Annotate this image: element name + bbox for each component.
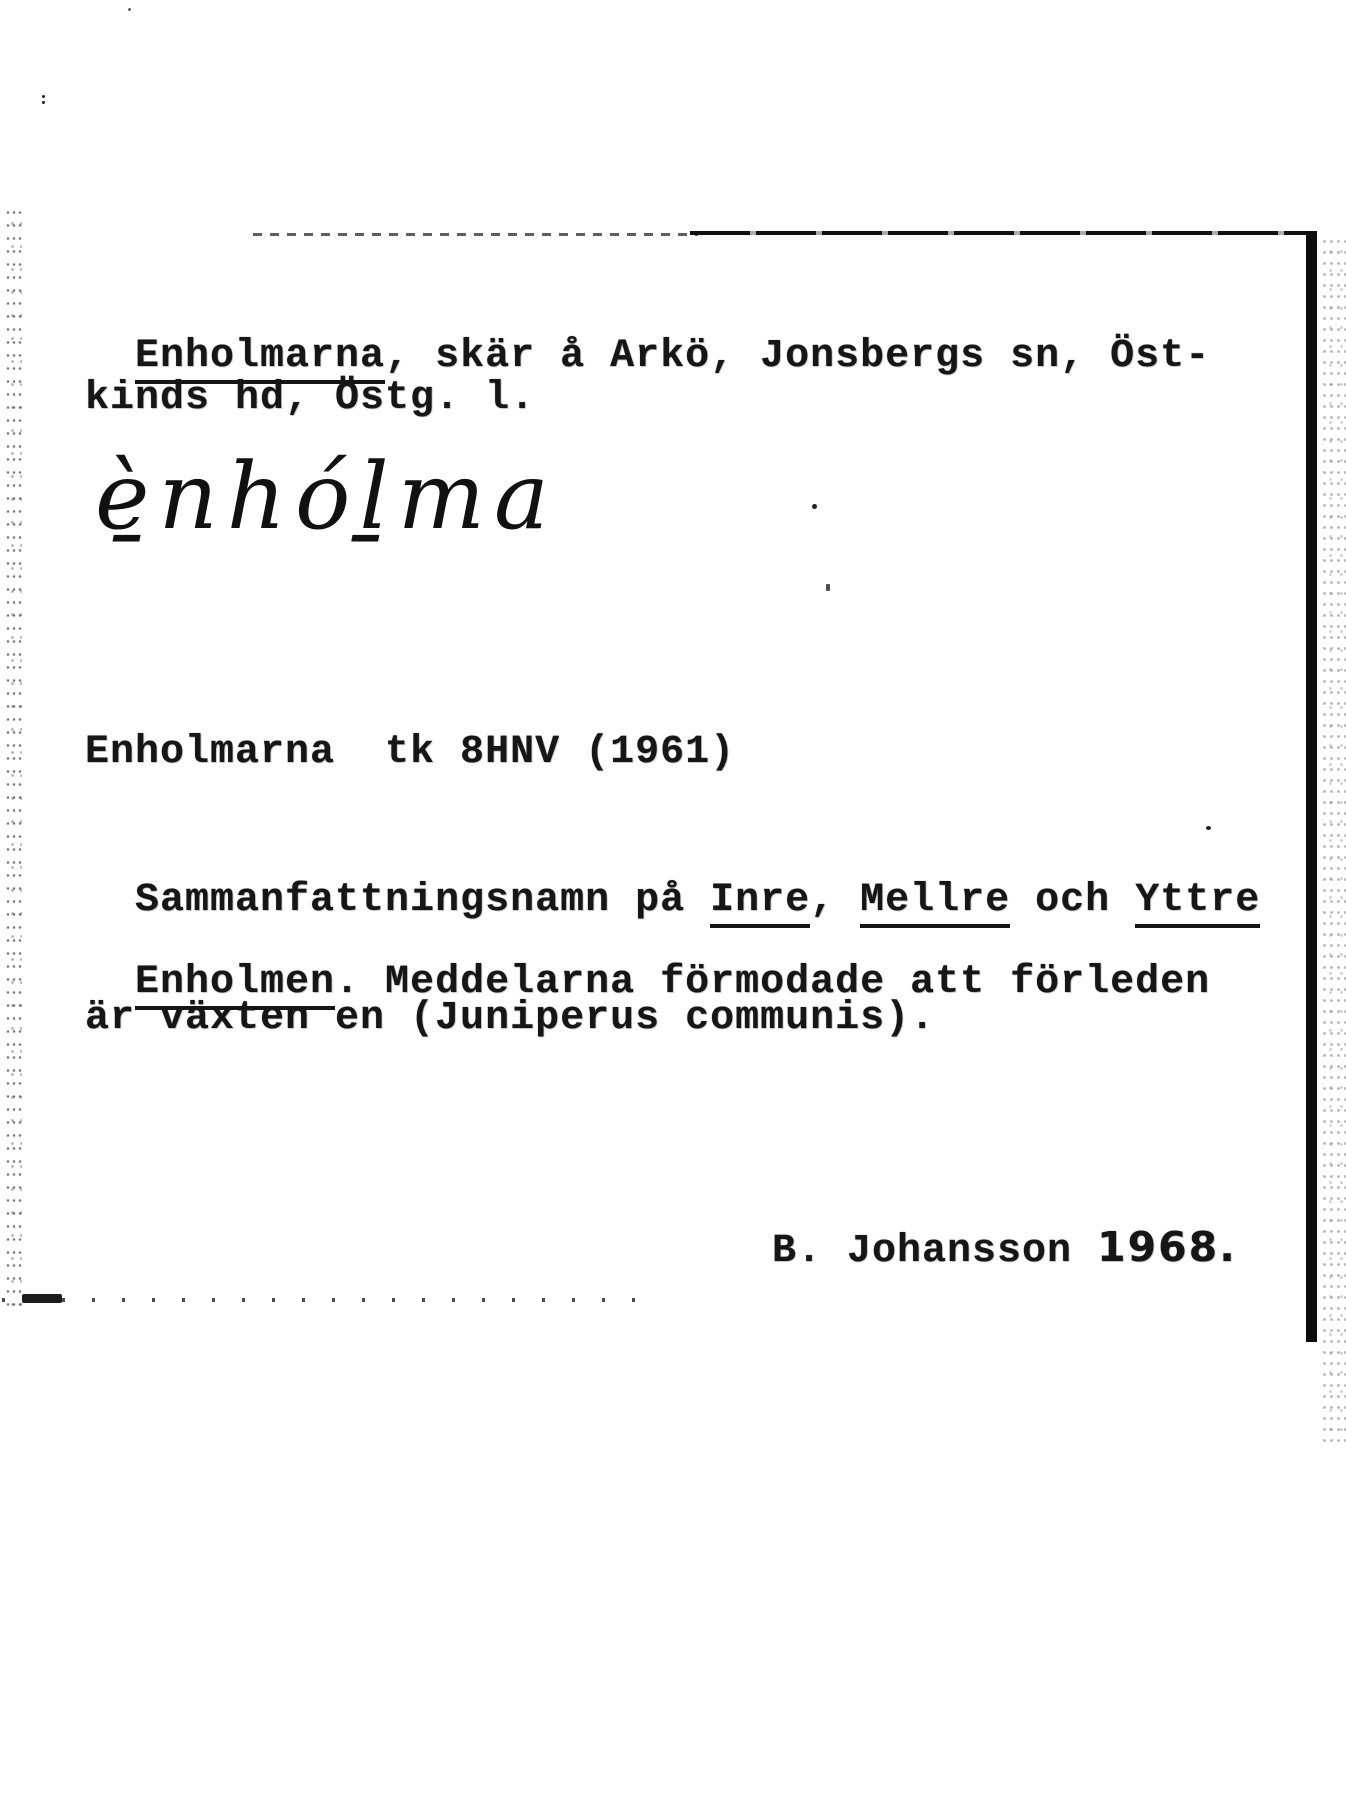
name-inre: Inre xyxy=(710,878,810,928)
scan-speck xyxy=(42,95,45,98)
heading-line-2: kinds hd, Östg. l. xyxy=(85,376,536,421)
card-top-border-solid xyxy=(690,231,1317,235)
card-right-edge-bar xyxy=(1306,232,1317,1342)
card-top-border-dotted xyxy=(253,233,698,236)
name-mellre: Mellre xyxy=(860,878,1010,928)
signature-name: B. Johansson xyxy=(772,1229,1073,1274)
card-bottom-border-dotted xyxy=(2,1298,642,1302)
scan-noise-left xyxy=(5,206,22,1308)
body-line-2 xyxy=(85,914,1210,1006)
body-line-1-mid1: , xyxy=(810,878,861,923)
scan-speck xyxy=(42,101,45,104)
heading-line-1 xyxy=(85,288,1210,380)
body-line-1 xyxy=(85,832,1260,924)
body-line-1-pre: Sammanfattningsnamn på xyxy=(135,878,711,923)
body-line-2-rest: . Meddelarna förmodade att förleden xyxy=(335,960,1211,1005)
scan-noise-right xyxy=(1321,236,1346,1444)
signature-separator xyxy=(1072,1229,1097,1274)
scan-speck xyxy=(128,8,131,11)
body-line-3: är växten en (Juniperus communis). xyxy=(85,996,936,1041)
name-enholmen: Enholmen xyxy=(135,960,335,1010)
scan-blob-bottom-left xyxy=(22,1294,62,1303)
place-name: Enholmarna xyxy=(135,334,385,384)
scan-speck xyxy=(812,504,817,509)
handwritten-phonetic-notation: è̱nhóḻma xyxy=(95,443,558,550)
heading-line-1-rest: , skär å Arkö, Jonsbergs sn, Öst- xyxy=(385,334,1211,379)
signature-line xyxy=(722,1178,1237,1275)
reference-line: Enholmarna tk 8HNV (1961) xyxy=(85,730,736,775)
name-yttre: Yttre xyxy=(1135,878,1260,928)
signature-year: 1968. xyxy=(1097,1223,1237,1271)
scan-speck xyxy=(826,584,830,591)
scan-speck xyxy=(1206,826,1211,830)
body-line-1-mid2: och xyxy=(1010,878,1136,923)
